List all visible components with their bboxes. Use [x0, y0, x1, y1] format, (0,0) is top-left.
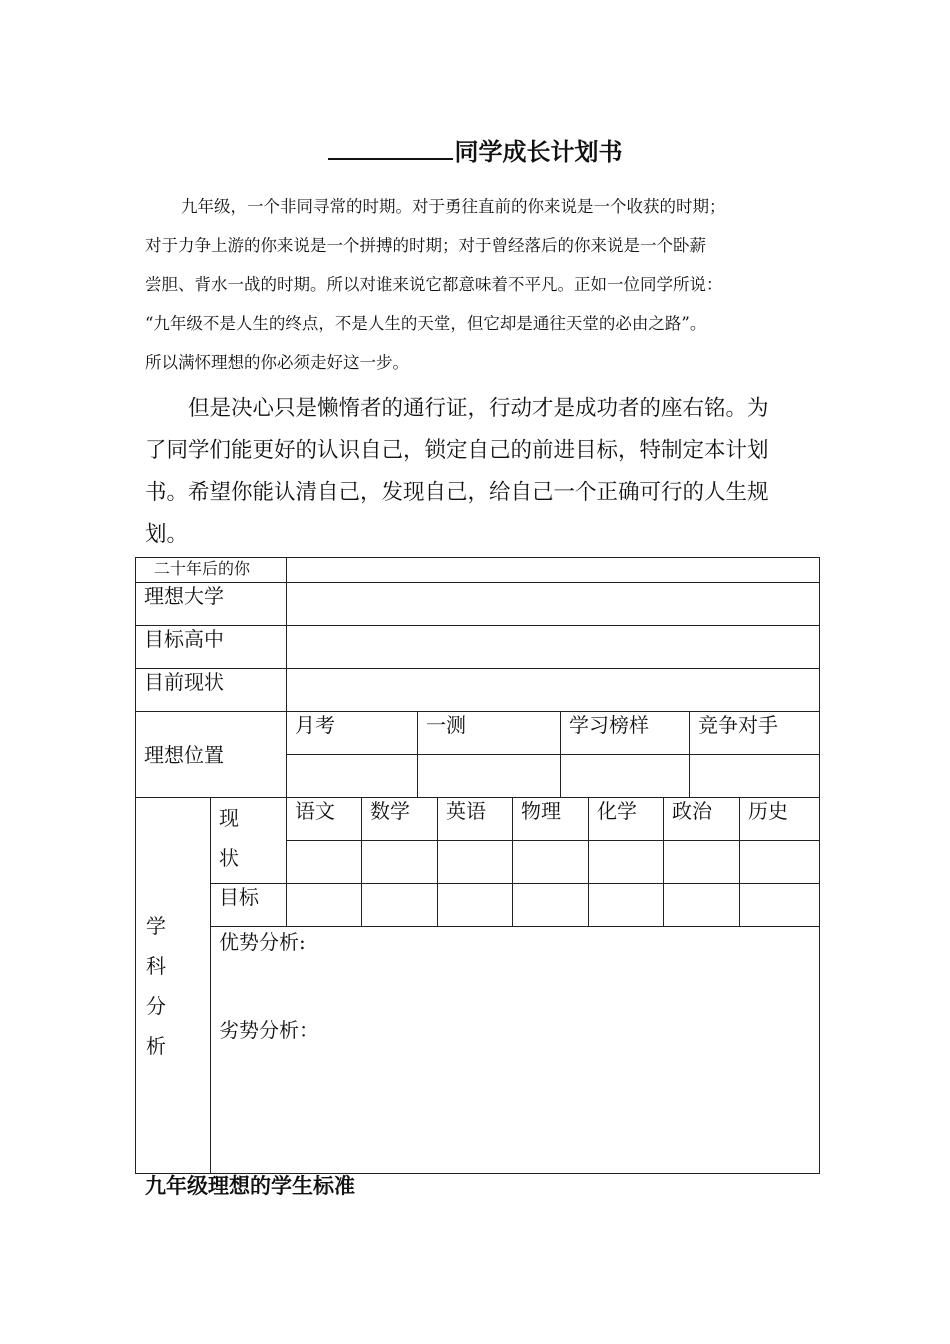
label-status [211, 798, 287, 884]
label-subject-analysis [136, 798, 211, 1174]
target-politics[interactable] [664, 884, 740, 927]
plan-table [135, 557, 820, 1174]
subject-chemistry: 化学 [589, 798, 664, 841]
name-blank[interactable] [328, 134, 453, 160]
header-first-test: 一测 [418, 712, 561, 755]
status-history[interactable] [740, 841, 820, 884]
resolve-paragraph [145, 388, 815, 556]
intro-paragraph [145, 187, 825, 382]
intro-line: 尝胆、背水一战的时期。所以对谁来说它都意味着不平凡。正如一位同学所说： [145, 275, 723, 294]
target-chinese[interactable] [287, 884, 362, 927]
label-ideal-position: 理想位置 [136, 712, 287, 798]
target-english[interactable] [438, 884, 513, 927]
subject-physics: 物理 [513, 798, 589, 841]
label-char: 析 [146, 1033, 166, 1058]
intro-line: 所以满怀理想的你必须走好这一步。 [145, 353, 409, 372]
status-physics[interactable] [513, 841, 589, 884]
resolve-line: 划。 [145, 522, 189, 547]
label-char: 科 [146, 953, 166, 978]
field-competitor[interactable] [690, 755, 820, 798]
field-current-status[interactable] [287, 669, 820, 712]
label-ideal-university: 理想大学 [136, 583, 287, 626]
disadvantage-label: 劣势分析： [219, 1018, 319, 1042]
status-math[interactable] [362, 841, 438, 884]
subject-chinese: 语文 [287, 798, 362, 841]
status-politics[interactable] [664, 841, 740, 884]
field-first-test[interactable] [418, 755, 561, 798]
intro-line: 九年级，一个非同寻常的时期。对于勇往直前的你来说是一个收获的时期； [181, 197, 726, 216]
label-char: 分 [146, 993, 166, 1018]
target-math[interactable] [362, 884, 438, 927]
header-monthly-exam: 月考 [287, 712, 418, 755]
target-history[interactable] [740, 884, 820, 927]
status-english[interactable] [438, 841, 513, 884]
label-current-status: 目前现状 [136, 669, 287, 712]
field-ideal-university[interactable] [287, 583, 820, 626]
resolve-line: 书。希望你能认清自己，发现自己，给自己一个正确可行的人生规 [145, 480, 769, 505]
advantage-label: 优势分析: [219, 930, 306, 954]
label-target: 目标 [211, 884, 287, 927]
field-monthly-exam[interactable] [287, 755, 418, 798]
page-title [0, 132, 950, 167]
label-char: 学 [146, 913, 166, 938]
status-chinese[interactable] [287, 841, 362, 884]
resolve-line: 但是决心只是懒惰者的通行证，行动才是成功者的座右铭。为 [188, 396, 769, 421]
status-chemistry[interactable] [589, 841, 664, 884]
analysis-area[interactable] [211, 927, 820, 1174]
intro-line: “九年级不是人生的终点，不是人生的天堂，但它却是通往天堂的必由之路”。 [145, 314, 707, 333]
field-role-model[interactable] [561, 755, 690, 798]
subject-math: 数学 [362, 798, 438, 841]
field-20-years[interactable] [287, 558, 820, 583]
section-heading: 九年级理想的学生标准 [145, 1174, 355, 1198]
target-physics[interactable] [513, 884, 589, 927]
title-text: 同学成长计划书 [454, 138, 623, 166]
subject-politics: 政治 [664, 798, 740, 841]
label-char: 现 [219, 806, 239, 830]
label-20-years: 二十年后的你 [136, 558, 287, 583]
subject-history: 历史 [740, 798, 820, 841]
field-target-high-school[interactable] [287, 626, 820, 669]
header-role-model: 学习榜样 [561, 712, 690, 755]
subject-english: 英语 [438, 798, 513, 841]
target-chemistry[interactable] [589, 884, 664, 927]
intro-line: 对于力争上游的你来说是一个拼搏的时期；对于曾经落后的你来说是一个卧薪 [145, 236, 706, 255]
header-competitor: 竞争对手 [690, 712, 820, 755]
label-char: 状 [219, 846, 239, 870]
resolve-line: 了同学们能更好的认识自己，锁定自己的前进目标，特制定本计划 [145, 438, 769, 463]
label-target-high-school: 目标高中 [136, 626, 287, 669]
